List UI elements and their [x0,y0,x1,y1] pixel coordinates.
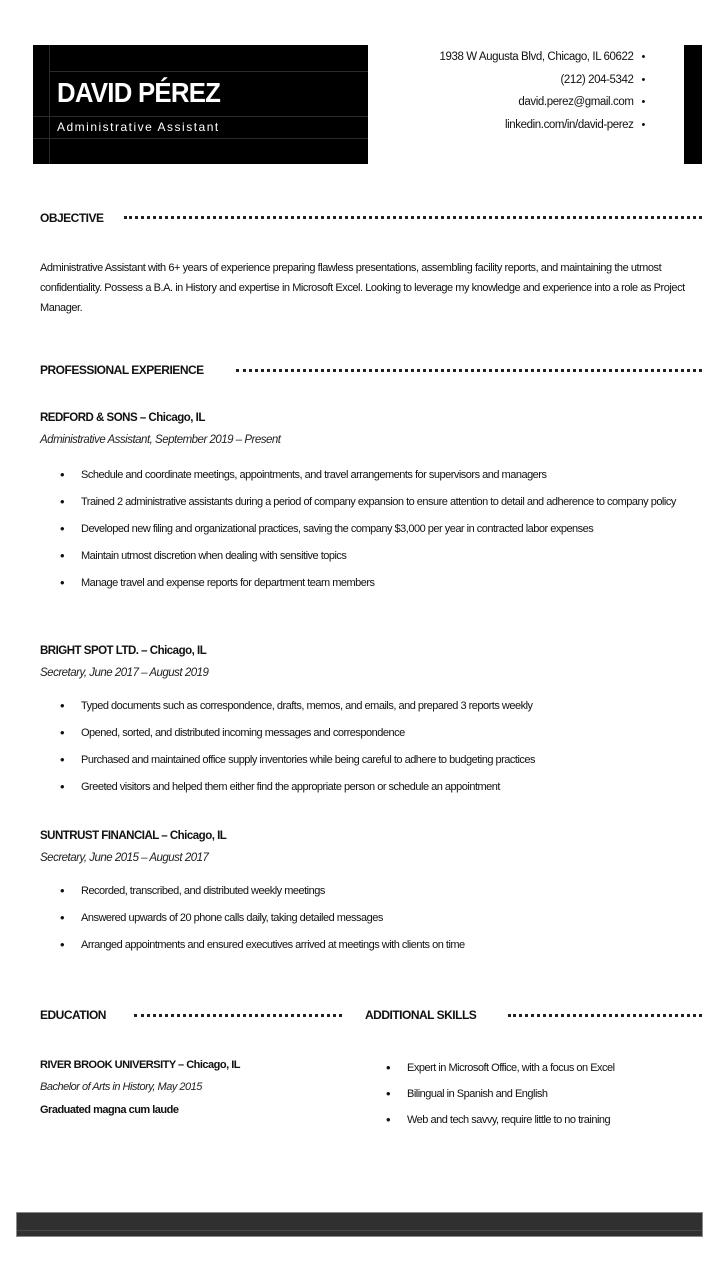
bullet-icon: • [641,96,645,108]
list-item: • Expert in Microsoft Office, with a focus on Excel [386,1059,706,1077]
list-item: • Answered upwards of 20 phone calls daily, taking detailed messages [60,909,680,927]
job-bullets [60,882,680,963]
objective-heading: OBJECTIVE [40,211,104,225]
list-item: • Typed documents such as correspondence, drafts, memos, and emails, and prepared 3 reports weekly [60,697,680,715]
dotted-divider [134,1014,342,1017]
job-company: REDFORD & SONS – Chicago, IL [40,412,205,424]
contact-address [439,49,645,72]
candidate-title: Administrative Assistant [57,120,220,134]
list-item: • Purchased and maintained office supply inventories while being careful to adhere to budgeting practices [60,751,680,769]
email-link[interactable]: david.perez@gmail.com [518,96,634,108]
name-header-box [33,45,368,164]
bullet-icon: • [641,51,645,63]
job-company: SUNTRUST FINANCIAL – Chicago, IL [40,830,227,842]
contact-phone [439,72,645,95]
candidate-name: DAVID PÉREZ [57,77,221,108]
footer-bar [16,1212,703,1237]
experience-heading: PROFESSIONAL EXPERIENCE [40,363,204,377]
contact-linkedin [439,117,645,140]
list-item: • Recorded, transcribed, and distributed weekly meetings [60,882,680,900]
dotted-divider [236,369,702,372]
education-degree: Bachelor of Arts in History, May 2015 [40,1081,202,1093]
list-item: • Bilingual in Spanish and English [386,1085,706,1103]
contact-info [439,49,645,139]
objective-text: Administrative Assistant with 6+ years of experience preparing flawless presentations, assembling facility reports, and maintaining the utmost confidentiality. Possess a B.A. in History and expertise in Microsoft Excel. Looking to leverage my knowledge and experience into a role as Project Manager. [40,262,685,314]
education-heading: EDUCATION [40,1008,106,1022]
job-bullets [60,697,680,805]
phone-text: (212) 204-5342 [560,73,634,86]
education-honors: Graduated magna cum laude [40,1104,179,1116]
bullet-icon: • [641,73,645,86]
job-bullets [60,466,680,601]
list-item: • Greeted visitors and helped them either find the appropriate person or schedule an appointment [60,778,680,796]
job-role: Administrative Assistant, September 2019 – Present [40,434,281,446]
list-item: • Maintain utmost discretion when dealing with sensitive topics [60,547,680,565]
skills-heading: ADDITIONAL SKILLS [365,1008,477,1022]
list-item: • Trained 2 administrative assistants during a period of company expansion to ensure attention to detail and adherence to company policy [60,493,680,511]
list-item: • Schedule and coordinate meetings, appointments, and travel arrangements for supervisors and managers [60,466,680,484]
address-text: 1938 W Augusta Blvd, Chicago, IL 60622 [439,51,634,63]
job-role: Secretary, June 2015 – August 2017 [40,852,209,864]
list-item: • Opened, sorted, and distributed incoming messages and correspondence [60,724,680,742]
decorative-side-bar [684,45,702,164]
contact-email [439,94,645,117]
dotted-divider [124,216,702,219]
dotted-divider [508,1014,702,1017]
list-item: • Manage travel and expense reports for department team members [60,574,680,592]
list-item: • Developed new filing and organizational practices, saving the company $3,000 per year in contracted labor expenses [60,520,680,538]
list-item: • Arranged appointments and ensured executives arrived at meetings with clients on time [60,936,680,954]
list-item: • Web and tech savvy, require little to no training [386,1111,706,1129]
bullet-icon: • [641,118,645,131]
job-company: BRIGHT SPOT LTD. – Chicago, IL [40,645,207,657]
education-school: RIVER BROOK UNIVERSITY – Chicago, IL [40,1059,240,1071]
skills-list [386,1059,706,1137]
linkedin-link[interactable]: linkedin.com/in/david-perez [504,118,634,131]
job-role: Secretary, June 2017 – August 2019 [40,667,209,679]
